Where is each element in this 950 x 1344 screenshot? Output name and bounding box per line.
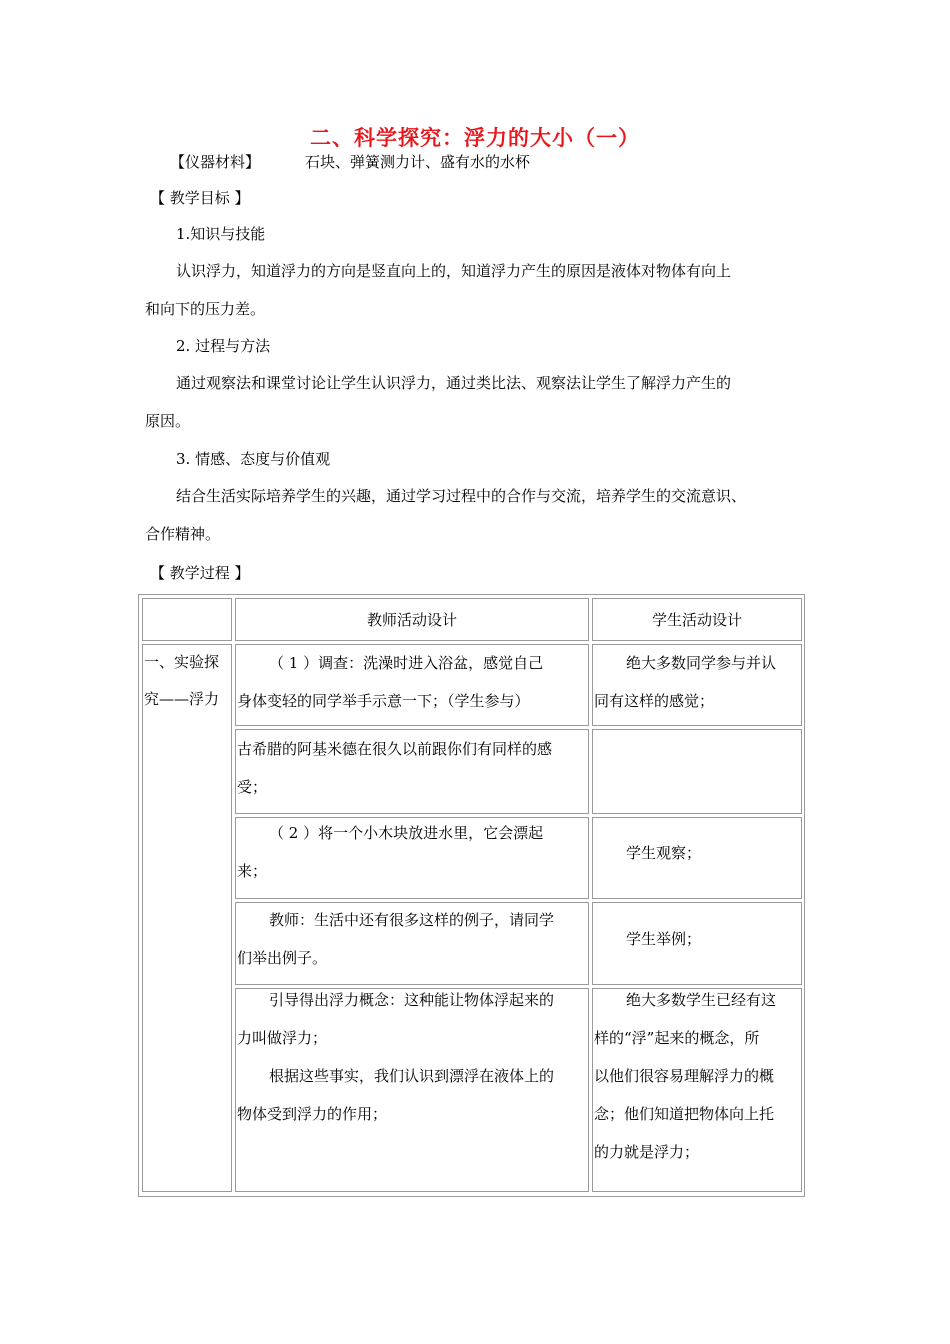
table-row-2-teacher <box>235 729 589 814</box>
row-4-student-line1: 学生举例； <box>626 930 702 948</box>
row-2-teacher-line2: 受； <box>237 778 268 796</box>
row-3-teacher-line1: （ 2 ）将一个小木块放进水里，它会漂起 <box>269 824 544 842</box>
row-5-student-line4: 念；他们知道把物体向上托 <box>594 1105 775 1123</box>
goal-3-text: 结合生活实际培养学生的兴趣，通过学习过程中的合作与交流，培养学生的交流意识、 <box>176 487 747 505</box>
row-4-teacher-line1: 教师：生活中还有很多这样的例子，请同学 <box>269 911 555 929</box>
table-row-1-teacher <box>235 644 589 726</box>
row-5-teacher-line2: 力叫做浮力； <box>237 1029 328 1047</box>
row-1-student-line2: 同有这样的感觉； <box>594 692 715 710</box>
table-row-5-teacher <box>235 988 589 1192</box>
row-2-teacher-line1: 古希腊的阿基米德在很久以前跟你们有同样的感 <box>237 740 553 758</box>
row-4-teacher-line2: 们举出例子。 <box>237 949 328 967</box>
header-student-cell <box>592 598 802 641</box>
goal-1-title: 1.知识与技能 <box>176 225 266 243</box>
row-3-student-line1: 学生观察； <box>626 844 702 862</box>
row-1-student-line1: 绝大多数同学参与并认 <box>626 654 777 672</box>
goal-3-title: 3. 情感、态度与价值观 <box>176 450 331 468</box>
row-5-student-line3: 以他们很容易理解浮力的概 <box>594 1067 775 1085</box>
goal-3-text-cont: 合作精神。 <box>145 525 221 543</box>
header-teacher-cell <box>235 598 589 641</box>
row-5-student-line5: 的力就是浮力； <box>594 1143 700 1161</box>
section-cell <box>142 644 232 1192</box>
materials-label: 【仪器材料】 <box>170 153 261 171</box>
header-empty-cell <box>142 598 232 641</box>
section-label-line2: 究——浮力 <box>144 690 220 708</box>
row-1-teacher-line2: 身体变轻的同学举手示意一下；（学生参与） <box>237 692 530 710</box>
goal-1-text-cont: 和向下的压力差。 <box>145 300 266 318</box>
table-row-2-student <box>592 729 802 814</box>
row-1-teacher-line1: （ 1 ）调查：洗澡时进入浴盆，感觉自己 <box>269 654 544 672</box>
row-5-teacher-line1: 引导得出浮力概念：这种能让物体浮起来的 <box>269 991 555 1009</box>
goals-heading: 【 教学目标 】 <box>150 189 250 207</box>
goal-1-text: 认识浮力，知道浮力的方向是竖直向上的，知道浮力产生的原因是液体对物体有向上 <box>176 262 732 280</box>
process-table <box>138 594 805 1197</box>
goal-2-title: 2. 过程与方法 <box>176 337 271 355</box>
row-3-teacher-line2: 来； <box>237 862 268 880</box>
table-row-4-teacher <box>235 902 589 985</box>
materials-value: 石块、弹簧测力计、盛有水的水杯 <box>305 153 531 171</box>
table-row-5-student <box>592 988 802 1192</box>
row-5-student-line1: 绝大多数学生已经有这 <box>626 991 777 1009</box>
header-teacher-label: 教师活动设计 <box>366 611 457 629</box>
row-5-teacher-line3: 根据这些事实，我们认识到漂浮在液体上的 <box>269 1067 555 1085</box>
row-5-teacher-line4: 物体受到浮力的作用； <box>237 1105 388 1123</box>
goal-2-text-cont: 原因。 <box>145 412 191 430</box>
document-title: 二、科学探究：浮力的大小（一） <box>310 125 640 150</box>
table-row-4-student <box>592 902 802 985</box>
table-row-3-teacher <box>235 817 589 899</box>
process-heading: 【 教学过程 】 <box>150 564 250 582</box>
section-label-line1: 一、实验探 <box>144 653 220 671</box>
goal-2-text: 通过观察法和课堂讨论让学生认识浮力，通过类比法、观察法让学生了解浮力产生的 <box>176 374 732 392</box>
header-student-label: 学生活动设计 <box>651 611 742 629</box>
row-5-student-line2: 样的“浮”起来的概念，所 <box>594 1029 760 1047</box>
table-row-1-student <box>592 644 802 726</box>
table-row-3-student <box>592 817 802 899</box>
